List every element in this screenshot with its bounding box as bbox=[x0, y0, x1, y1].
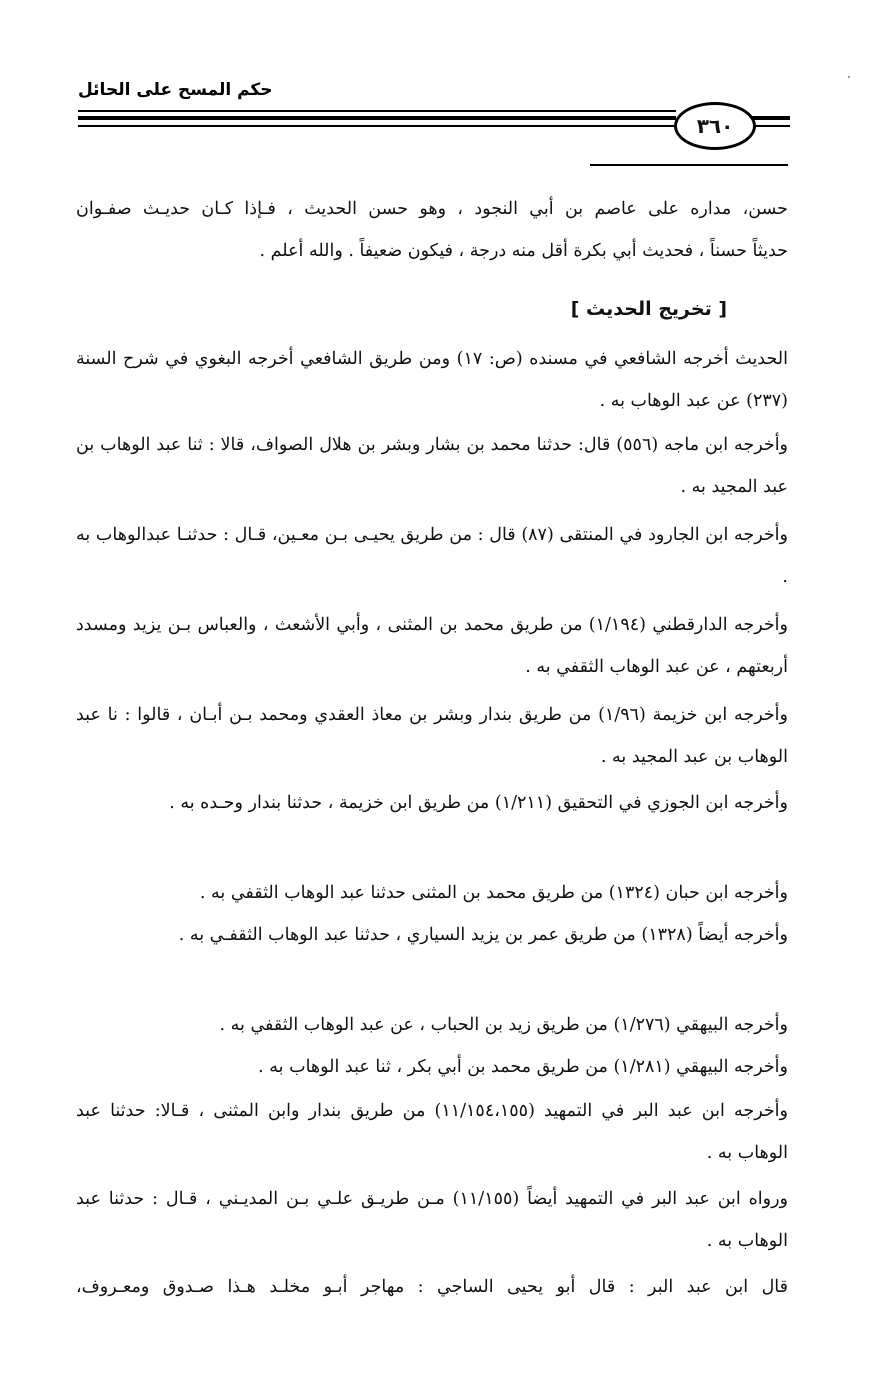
paragraph-bayhaqi-2: وأخرجه البيهقي (١/٢٨١) من طريق محمد بن أبي بكر ، ثنا عبد الوهاب به . bbox=[258, 1057, 788, 1077]
paragraph-ibn-hibban-2: وأخرجه أيضاً (١٣٢٨) من طريق عمر بن يزيد السياري ، حدثنا عبد الوهاب الثقفـي به . bbox=[178, 925, 788, 945]
paragraph-ibn-khuzaymah: وأخرجه ابن خزيمة (١/٩٦) من طريق بندار وبشر بن معاذ العقدي ومحمد بـن أبـان ، قالوا : نا عبد الوهاب بن عبد المجيد به . bbox=[76, 705, 788, 767]
footnote-separator bbox=[590, 164, 788, 166]
scan-speck bbox=[848, 76, 850, 78]
paragraph-saji: قال ابن عبد البر : قال أبو يحيى الساجي : مهاجر أبـو مخلـد هـذا صـدوق ومعـروف، bbox=[76, 1277, 788, 1297]
paragraph-ibn-majah: وأخرجه ابن ماجه (٥٥٦) قال: حدثنا محمد بن بشار وبشر بن هلال الصواف، قالا : ثنا عبد الوهاب بن عبد المجيد به . bbox=[76, 435, 789, 497]
paragraph-ibn-hibban: وأخرجه ابن حبان (١٣٢٤) من طريق محمد بن المثنى حدثنا عبد الوهاب الثقفي به . bbox=[199, 883, 788, 903]
paragraph-ibn-abd-al-barr-1: وأخرجه ابن عبد البر في التمهيد (١١/١٥٤،١٥٥) من طريق بندار وابن المثنى ، قـالا: حدثنا عبد الوهاب به . bbox=[76, 1101, 788, 1163]
paragraph-daraqutni: وأخرجه الدارقطني (١/١٩٤) من طريق محمد بن المثنى ، وأبي الأشعث ، والعباس بـن يزيد ومسدد أربعتهم ، عن عبد الوهاب الثقفي به . bbox=[76, 615, 788, 677]
paragraph-ibn-abd-al-barr-2: ورواه ابن عبد البر في التمهيد أيضاً (١١/١٥٥) مـن طريـق علـي بـن المديـني ، قـال : حدثنا عبد الوهاب به . bbox=[76, 1189, 789, 1251]
paragraph-shafii: الحديث أخرجه الشافعي في مسنده (ص: ١٧) ومن طريق الشافعي أخرجه البغوي في شرح السنة (٢٣٧) عن عبد الوهاب به . bbox=[76, 349, 788, 411]
running-header-title: حكم المسح على الحائل bbox=[78, 80, 273, 100]
paragraph-ibn-jawzi: وأخرجه ابن الجوزي في التحقيق (١/٢١١) من طريق ابن خزيمة ، حدثنا بندار وحـده به . bbox=[169, 793, 788, 813]
header-rule-thin-lower bbox=[78, 125, 676, 127]
intro-line-1: حسن، مداره على عاصم بن أبي النجود ، وهو حسن الحديث ، فـإذا كـان حديـث صفـوان bbox=[76, 199, 788, 219]
paragraph-ibn-jarud: وأخرجه ابن الجارود في المنتقى (٨٧) قال : من طريق يحيـى بـن معـين، قـال : حدثنـا عبدالوهاب به . bbox=[76, 525, 788, 587]
header-rule-thin-upper bbox=[78, 110, 676, 112]
section-heading: [ تخريج الحديث ] bbox=[570, 298, 727, 320]
intro-line-2: حديثاً حسناً ، فحديث أبي بكرة أقل منه درجة ، فيكون ضعيفاً . والله أعلم . bbox=[259, 241, 788, 261]
header-rule-thick bbox=[78, 116, 676, 120]
paragraph-bayhaqi-1: وأخرجه البيهقي (١/٢٧٦) من طريق زيد بن الحباب ، عن عبد الوهاب الثقفي به . bbox=[219, 1015, 788, 1035]
page-number-badge: ٣٦٠ bbox=[674, 102, 756, 150]
